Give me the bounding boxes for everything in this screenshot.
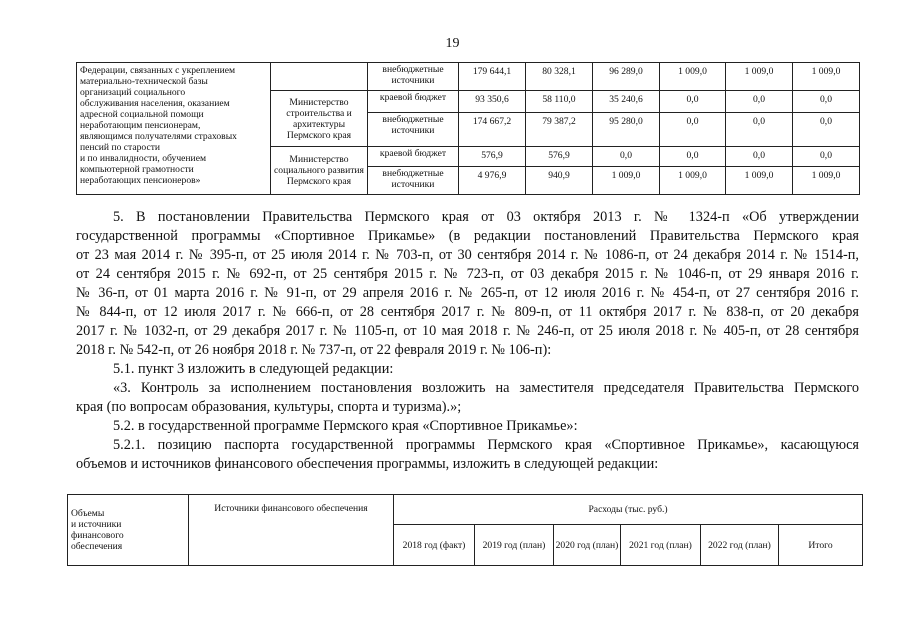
table-cell: 0,0 (660, 113, 726, 147)
table-cell: 0,0 (793, 147, 860, 167)
table-cell: 1 009,0 (793, 63, 860, 91)
table-cell: 0,0 (726, 147, 793, 167)
table-cell: 940,9 (526, 167, 593, 195)
table-cell: 0,0 (793, 113, 860, 147)
ministry-construction: Министерство строительства и архитектуры Пермского края (271, 91, 368, 147)
year-header-2020: 2020 год (план) (554, 525, 621, 566)
table-cell: 0,0 (660, 91, 726, 113)
year-header-2021: 2021 год (план) (621, 525, 701, 566)
expenses-header: Расходы (тыс. руб.) (394, 495, 863, 525)
ministry-social: Министерство социального развития Пермского края (271, 147, 368, 195)
table-cell: 80 328,1 (526, 63, 593, 91)
paragraph-quote: «3. Контроль за исполнением постановления возложить на заместителя председателя Правительства Пермского края (по вопросам образования, культуры, спорта и туризма).»; (76, 380, 859, 415)
table-cell: 576,9 (526, 147, 593, 167)
table-cell: 1 009,0 (660, 63, 726, 91)
table-cell: 79 387,2 (526, 113, 593, 147)
empty-ministry-cell (271, 63, 368, 91)
table-cell-source: краевой бюджет (368, 147, 459, 167)
table-cell-source: краевой бюджет (368, 91, 459, 113)
table-cell: 4 976,9 (459, 167, 526, 195)
table-cell: 1 009,0 (593, 167, 660, 195)
year-header-2018: 2018 год (факт) (394, 525, 475, 566)
table-cell: 0,0 (726, 91, 793, 113)
table-cell: 179 644,1 (459, 63, 526, 91)
table-cell: 95 280,0 (593, 113, 660, 147)
paragraph-5-2: 5.2. в государственной программе Пермского края «Спортивное Прикамье»: (113, 418, 578, 434)
table-cell: 576,9 (459, 147, 526, 167)
table-cell-source: внебюджетные источники (368, 63, 459, 91)
funding-table-continued (76, 62, 860, 195)
table-cell: 1 009,0 (726, 63, 793, 91)
table-cell: 0,0 (793, 91, 860, 113)
table-cell: 0,0 (593, 147, 660, 167)
table-cell: 93 350,6 (459, 91, 526, 113)
table-cell: 1 009,0 (660, 167, 726, 195)
table-cell-source: внебюджетные источники (368, 113, 459, 147)
year-header-2019: 2019 год (план) (475, 525, 554, 566)
table-cell: 35 240,6 (593, 91, 660, 113)
col-sources-header: Источники финансового обеспечения (189, 495, 394, 566)
table-cell-source: внебюджетные источники (368, 167, 459, 195)
table-cell: 0,0 (660, 147, 726, 167)
paragraph-5-2-1: 5.2.1. позицию паспорта государственной программы Пермского края «Спортивное Прикамье», касающуюся объемов и источников финансового обеспечения программы, изложить в следующей редакции: (76, 437, 859, 472)
paragraph-5: 5. В постановлении Правительства Пермского края от 03 октября 2013 г. № 1324-п «Об утверждении государственной программы «Спортивное Прикамье» (в редакции постановлений Правительства Пермского края от 23 мая 2014 г. № 395-п, от 25 июля 2014 г. № 703-п, от 30 сентября 2014 г. № 1086-п, от 24 декабря 2014 г. № 1514-п, от 24 сентября 2015 г. № 692-п, от 25 сентября 2015 г. № 723-п, от 03 декабря 2015 г. № 1046-п, от 29 января 2016 г. № 36-п, от 01 марта 2016 г. № 91-п, от 29 апреля 2016 г. № 265-п, от 12 июля 2016 г. № 454-п, от 27 сентября 2016 г. № 844-п, от 12 июля 2017 г. № 666-п, от 28 сентября 2017 г. № 809-п, от 11 октября 2017 г. № 838-п, от 20 декабря 2017 г. № 1032-п, от 29 декабря 2017 г. № 1105-п, от 10 мая 2018 г. № 246-п, от 25 июля 2018 г. № 405-п, от 28 сентября 2018 г. № 542-п, от 26 ноября 2018 г. № 737-п, от 22 февраля 2019 г. № 106-п): (76, 209, 859, 358)
passport-table (67, 494, 863, 566)
year-header-2022: 2022 год (план) (701, 525, 779, 566)
event-description: Федерации, связанных с укреплением материально-технической базы организаций социального обслуживания населения, оказанием адресной социальной помощи неработающим пенсионерам, являющимся получателями страховых пенсий по старости и по инвалидности, обучением компьютерной грамотности неработающих пенсионеров» (77, 63, 271, 195)
table-cell: 96 289,0 (593, 63, 660, 91)
page-number: 19 (445, 36, 460, 51)
table-cell: 58 110,0 (526, 91, 593, 113)
total-header: Итого (779, 525, 863, 566)
table-cell: 0,0 (726, 113, 793, 147)
table-cell: 1 009,0 (793, 167, 860, 195)
paragraph-5-1: 5.1. пункт 3 изложить в следующей редакции: (113, 361, 394, 377)
col-volumes-header: Объемы и источники финансового обеспечения (68, 495, 189, 566)
table-cell: 1 009,0 (726, 167, 793, 195)
table-cell: 174 667,2 (459, 113, 526, 147)
